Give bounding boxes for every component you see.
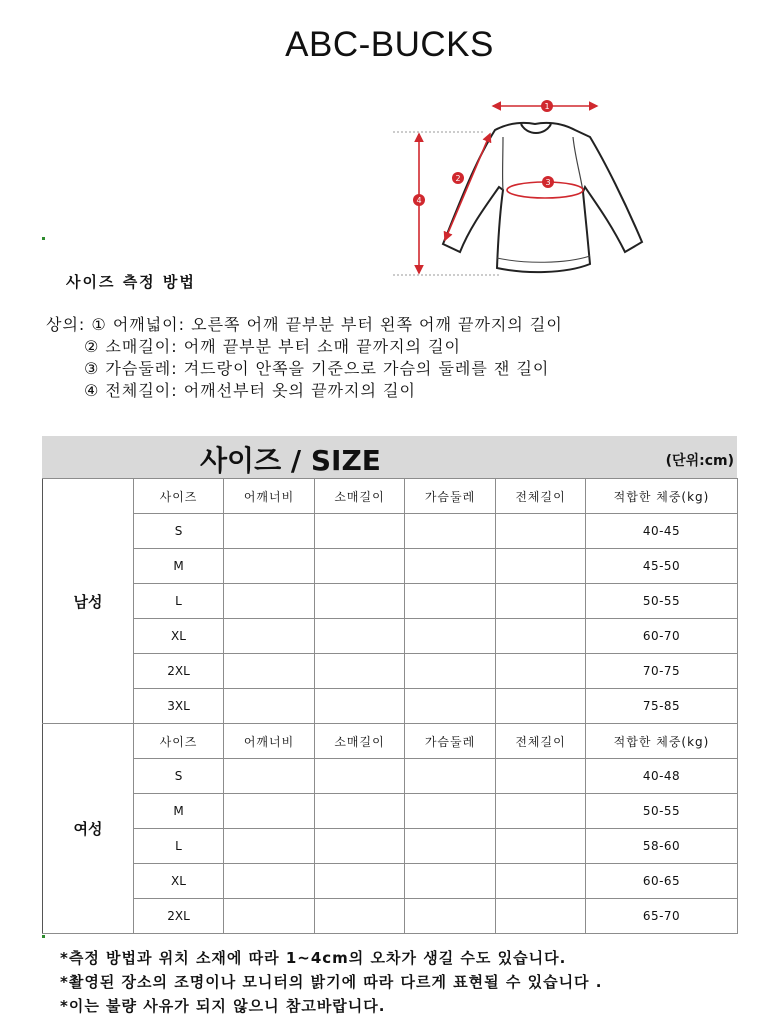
measure-line-2: ② 소매길이: 어깨 끝부분 부터 소매 끝까지의 길이 (84, 337, 462, 356)
empty-cell (224, 514, 315, 549)
size-table (42, 478, 738, 934)
header-sleeve: 소매길이 (315, 479, 405, 514)
size-cell: 3XL (134, 689, 224, 724)
weight-cell: 50-55 (586, 794, 738, 829)
size-table-title: 사이즈 / SIZE (200, 444, 381, 477)
empty-cell (224, 829, 315, 864)
empty-cell (405, 654, 496, 689)
size-cell: 2XL (134, 654, 224, 689)
measurement-diagram (385, 92, 665, 282)
empty-cell (315, 864, 405, 899)
header-shoulder: 어깨너비 (224, 479, 315, 514)
empty-cell (496, 794, 586, 829)
empty-cell (315, 549, 405, 584)
header-chest: 가슴둘레 (405, 479, 496, 514)
empty-cell (496, 759, 586, 794)
empty-cell (405, 514, 496, 549)
empty-cell (315, 584, 405, 619)
empty-cell (496, 829, 586, 864)
table-row (43, 759, 738, 794)
empty-cell (315, 689, 405, 724)
empty-cell (405, 619, 496, 654)
table-row (43, 899, 738, 934)
empty-cell (224, 864, 315, 899)
header-shoulder: 어깨너비 (224, 724, 315, 759)
empty-cell (315, 829, 405, 864)
size-cell: 2XL (134, 899, 224, 934)
decor-dot (42, 237, 45, 240)
empty-cell (315, 619, 405, 654)
marker-3: 3 (545, 178, 551, 187)
empty-cell (315, 794, 405, 829)
empty-cell (315, 514, 405, 549)
size-cell: XL (134, 619, 224, 654)
table-row (43, 794, 738, 829)
empty-cell (496, 619, 586, 654)
brand-title: ABC-BUCKS (285, 25, 494, 64)
empty-cell (405, 864, 496, 899)
empty-cell (496, 584, 586, 619)
table-row (43, 829, 738, 864)
empty-cell (405, 584, 496, 619)
footnote-3: *이는 불량 사유가 되지 않으니 참고바랍니다. (60, 997, 386, 1015)
empty-cell (496, 899, 586, 934)
measure-line-1: 상의: ① 어깨넓이: 오른쪽 어깨 끝부분 부터 왼쪽 어깨 끝까지의 길이 (46, 315, 563, 334)
weight-cell: 60-70 (586, 619, 738, 654)
header-length: 전체길이 (496, 479, 586, 514)
table-row (43, 619, 738, 654)
size-table-header (42, 436, 737, 478)
size-cell: M (134, 794, 224, 829)
marker-4: 4 (416, 196, 422, 205)
size-table-unit: (단위:cm) (665, 453, 734, 469)
empty-cell (496, 654, 586, 689)
empty-cell (496, 514, 586, 549)
weight-cell: 70-75 (586, 654, 738, 689)
empty-cell (496, 864, 586, 899)
table-row (43, 864, 738, 899)
marker-1: 1 (544, 102, 550, 111)
weight-cell: 45-50 (586, 549, 738, 584)
header-length: 전체길이 (496, 724, 586, 759)
measure-line-3: ③ 가슴둘레: 겨드랑이 안쪽을 기준으로 가슴의 둘레를 잰 길이 (84, 359, 550, 378)
empty-cell (224, 899, 315, 934)
table-row (43, 584, 738, 619)
empty-cell (224, 759, 315, 794)
size-cell: L (134, 829, 224, 864)
table-row (43, 549, 738, 584)
size-cell: S (134, 759, 224, 794)
marker-2: 2 (455, 174, 461, 183)
footnote-2: *촬영된 장소의 조명이나 모니터의 밝기에 따라 다르게 표현될 수 있습니다 . (60, 973, 603, 991)
measure-method-title: 사이즈 측정 방법 (66, 273, 196, 291)
empty-cell (496, 549, 586, 584)
table-row (43, 689, 738, 724)
measure-line-4: ④ 전체길이: 어깨선부터 옷의 끝까지의 길이 (84, 381, 416, 400)
empty-cell (224, 794, 315, 829)
empty-cell (405, 794, 496, 829)
weight-cell: 40-45 (586, 514, 738, 549)
empty-cell (496, 689, 586, 724)
women-header-row (43, 724, 738, 759)
empty-cell (224, 654, 315, 689)
size-cell: L (134, 584, 224, 619)
empty-cell (405, 759, 496, 794)
header-size: 사이즈 (134, 724, 224, 759)
measure-method-notes (46, 314, 563, 402)
empty-cell (405, 689, 496, 724)
decor-dot (42, 935, 45, 938)
footnote-1: *측정 방법과 위치 소재에 따라 1~4cm의 오차가 생길 수도 있습니다. (60, 949, 567, 967)
gender-women: 여성 (43, 724, 134, 934)
size-cell: S (134, 514, 224, 549)
empty-cell (315, 654, 405, 689)
table-row (43, 514, 738, 549)
weight-cell: 65-70 (586, 899, 738, 934)
header-weight: 적합한 체중(kg) (586, 479, 738, 514)
empty-cell (224, 584, 315, 619)
sweatshirt-icon (385, 92, 665, 282)
empty-cell (224, 689, 315, 724)
men-header-row (43, 479, 738, 514)
empty-cell (315, 899, 405, 934)
empty-cell (224, 549, 315, 584)
header-sleeve: 소매길이 (315, 724, 405, 759)
weight-cell: 75-85 (586, 689, 738, 724)
footnotes (60, 946, 602, 1018)
empty-cell (405, 549, 496, 584)
empty-cell (405, 829, 496, 864)
empty-cell (405, 899, 496, 934)
empty-cell (224, 619, 315, 654)
header-weight: 적합한 체중(kg) (586, 724, 738, 759)
size-cell: XL (134, 864, 224, 899)
header-size: 사이즈 (134, 479, 224, 514)
header-chest: 가슴둘레 (405, 724, 496, 759)
weight-cell: 58-60 (586, 829, 738, 864)
weight-cell: 40-48 (586, 759, 738, 794)
size-cell: M (134, 549, 224, 584)
gender-men: 남성 (43, 479, 134, 724)
weight-cell: 50-55 (586, 584, 738, 619)
weight-cell: 60-65 (586, 864, 738, 899)
empty-cell (315, 759, 405, 794)
table-row (43, 654, 738, 689)
